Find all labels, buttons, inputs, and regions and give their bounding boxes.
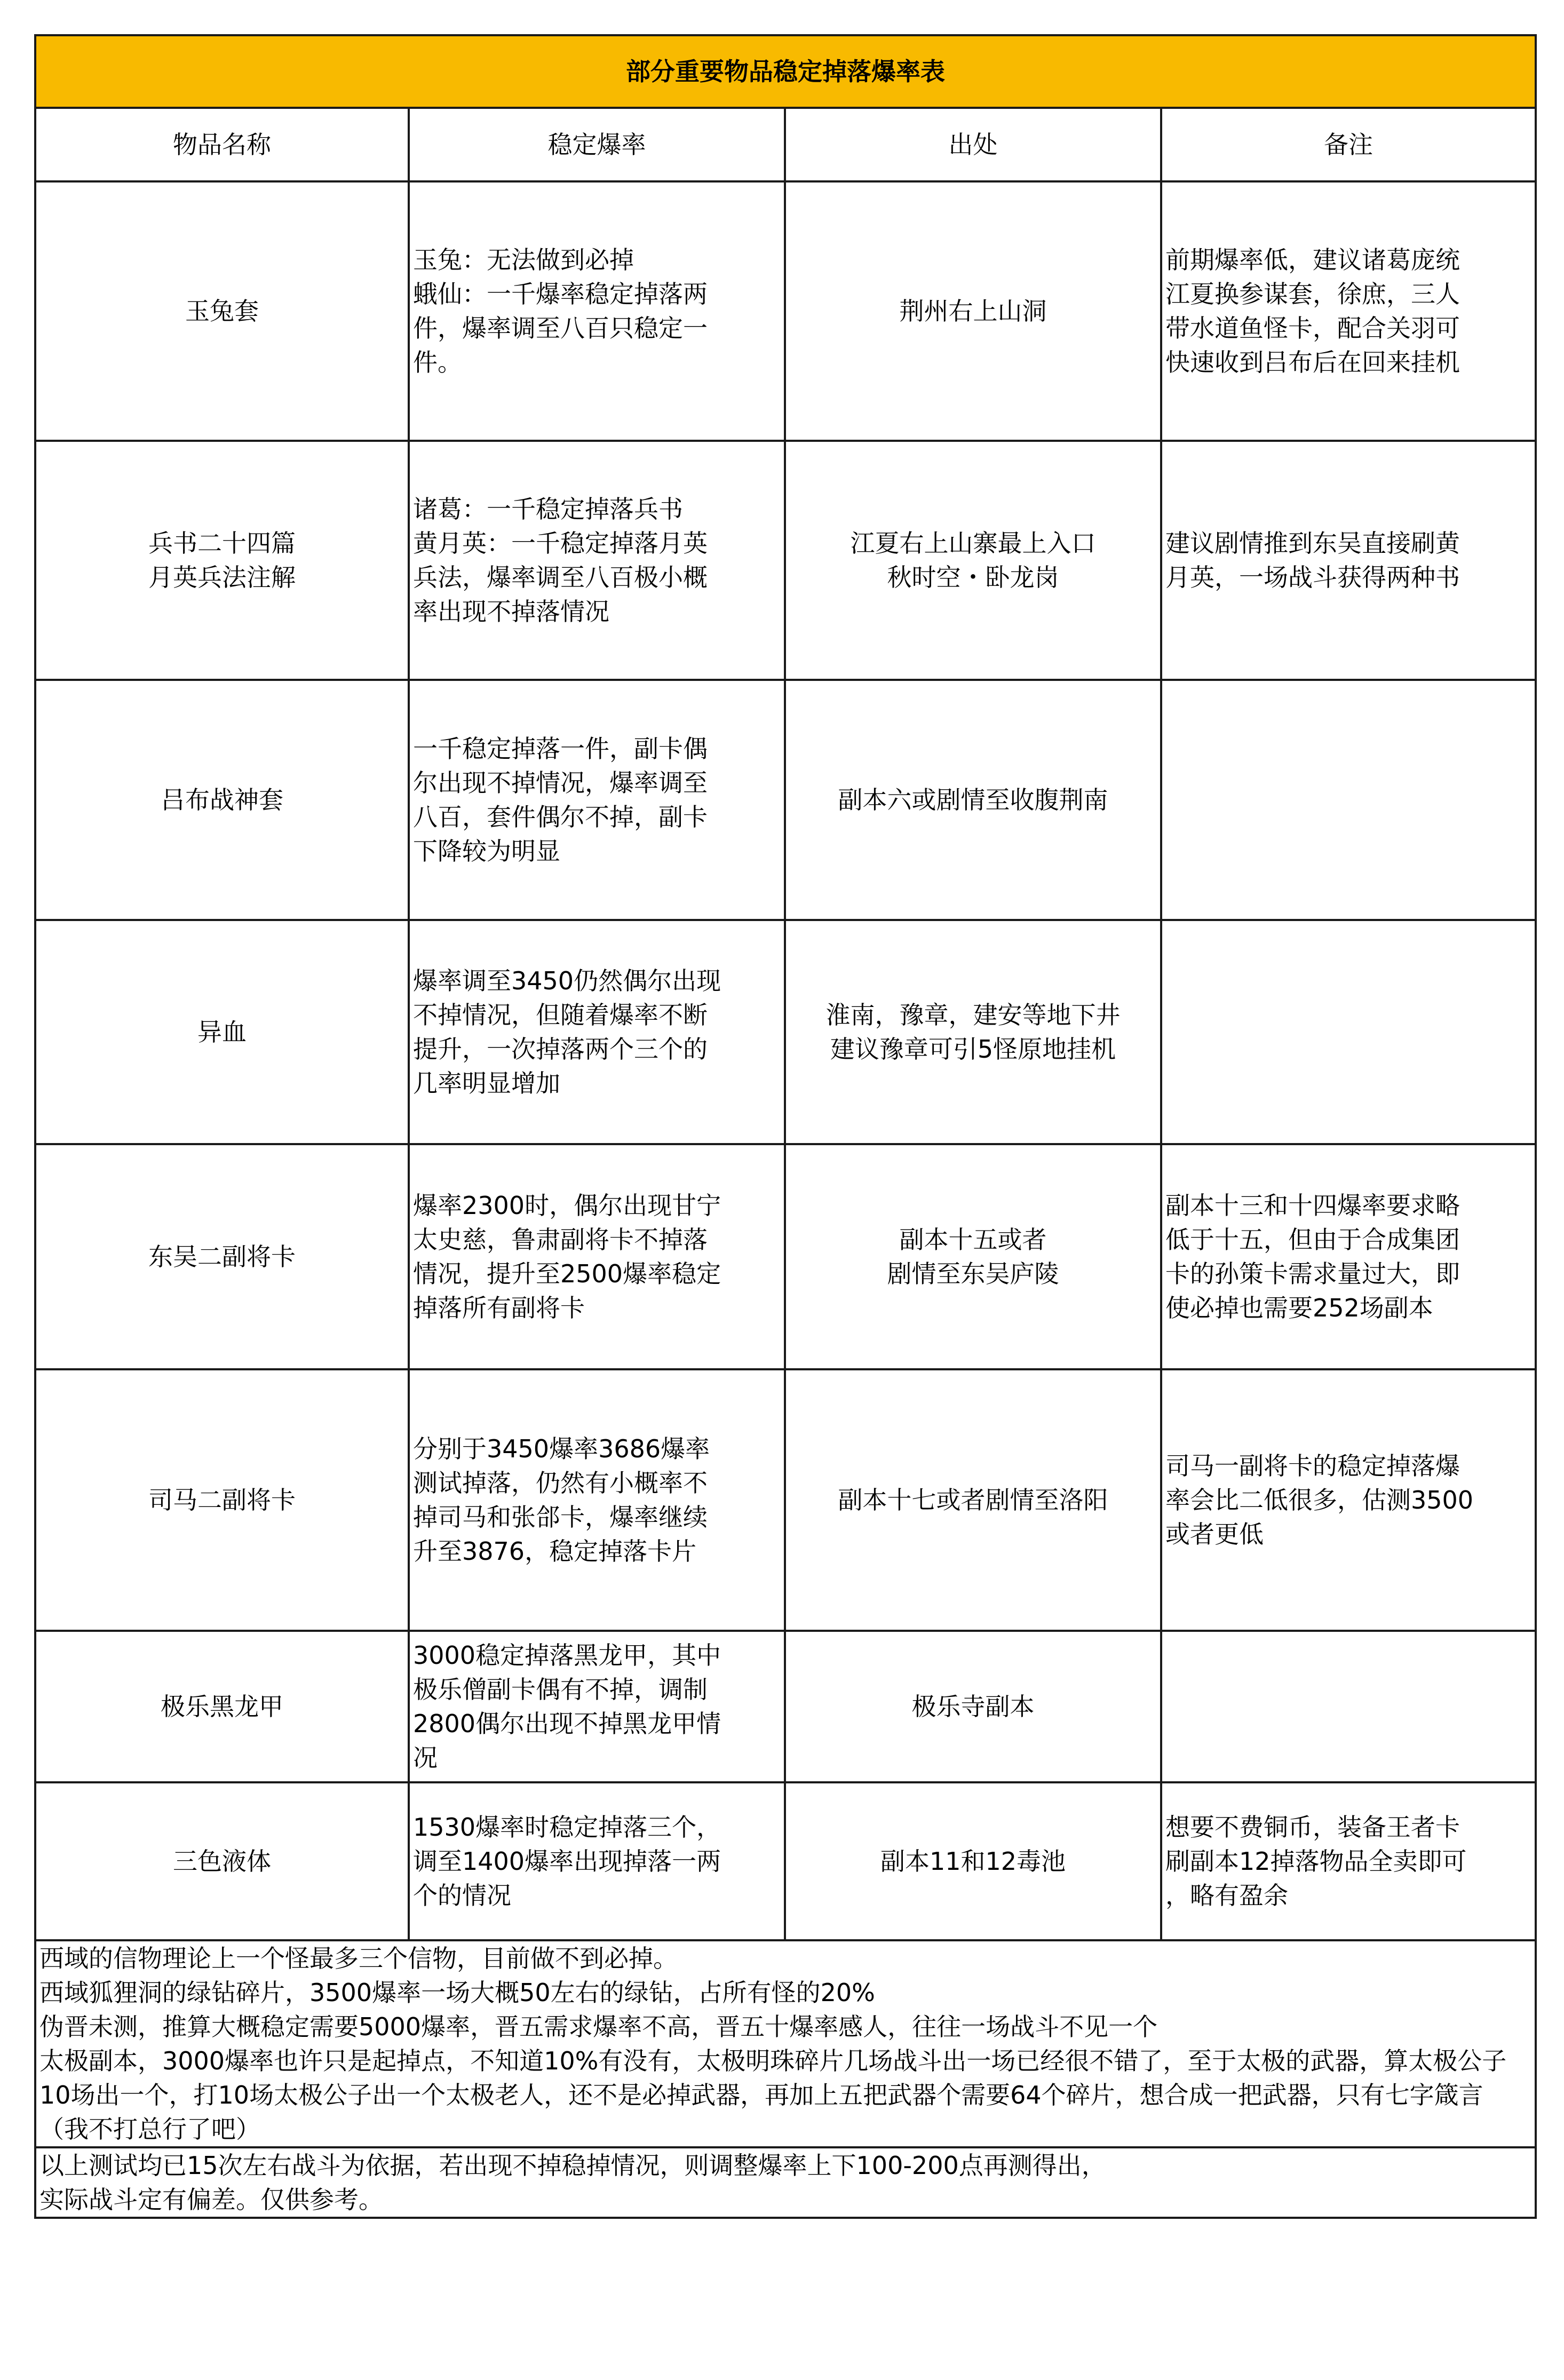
cell-line: 掉落所有副将卡 bbox=[413, 1294, 585, 1322]
item-name-cell[interactable] bbox=[35, 920, 409, 1144]
cell-line: ，略有盈余 bbox=[1165, 1881, 1288, 1910]
note-cell[interactable] bbox=[1161, 1144, 1536, 1369]
notes-cell[interactable] bbox=[35, 1940, 1536, 2147]
drop-rate-table bbox=[34, 34, 1537, 2219]
cell-line: 刷副本12掉落物品全卖即可 bbox=[1165, 1847, 1467, 1876]
stable-rate-cell[interactable] bbox=[409, 1631, 785, 1782]
stable-rate-cell[interactable] bbox=[409, 1144, 785, 1369]
note-line: 西域狐狸洞的绿钻碎片，3500爆率一场大概50左右的绿钻，占所有怪的20% bbox=[39, 1978, 875, 2007]
stable-rate-cell[interactable] bbox=[409, 680, 785, 920]
cell-line: 1530爆率时稳定掉落三个， bbox=[413, 1813, 721, 1842]
cell-line: 太史慈，鲁肃副将卡不掉落 bbox=[413, 1225, 708, 1254]
cell-line: 2800偶尔出现不掉黑龙甲情 bbox=[413, 1709, 721, 1738]
cell-line: 玉兔套 bbox=[185, 297, 259, 326]
notes-row bbox=[35, 1940, 1536, 2147]
header-note[interactable]: 备注 bbox=[1161, 108, 1536, 181]
cell-line: 黄月英：一千稳定掉落月英 bbox=[413, 529, 708, 558]
cell-line: 爆率2300时，偶尔出现甘宁 bbox=[413, 1191, 721, 1220]
cell-line: 兵书二十四篇 bbox=[148, 529, 296, 558]
cell-line: 提升，一次掉落两个三个的 bbox=[413, 1035, 708, 1064]
cell-line: 掉司马和张郃卡，爆率继续 bbox=[413, 1503, 708, 1532]
cell-line: 江夏右上山寨最上入口 bbox=[850, 529, 1096, 558]
cell-line: 个的情况 bbox=[413, 1881, 511, 1910]
item-name-cell[interactable] bbox=[35, 181, 409, 441]
item-name-cell[interactable] bbox=[35, 1369, 409, 1631]
item-name-cell[interactable] bbox=[35, 1782, 409, 1940]
title-row bbox=[35, 35, 1536, 108]
cell-line: 建议豫章可引5怪原地挂机 bbox=[830, 1035, 1116, 1064]
table-title[interactable]: 部分重要物品稳定掉落爆率表 bbox=[35, 35, 1536, 108]
cell-line: 测试掉落，仍然有小概率不 bbox=[413, 1469, 708, 1497]
cell-line: 月英，一场战斗获得两种书 bbox=[1165, 563, 1460, 592]
cell-line: 副本十三和十四爆率要求略 bbox=[1165, 1191, 1460, 1220]
cell-line: 月英兵法注解 bbox=[148, 563, 296, 592]
cell-line: 升至3876，稳定掉落卡片 bbox=[413, 1537, 697, 1566]
cell-line: 荆州右上山洞 bbox=[899, 297, 1047, 326]
item-name-cell[interactable] bbox=[35, 680, 409, 920]
cell-line: 爆率调至3450仍然偶尔出现 bbox=[413, 966, 721, 995]
cell-line: 三色液体 bbox=[173, 1847, 271, 1876]
header-stable-rate[interactable]: 稳定爆率 bbox=[409, 108, 785, 181]
note-cell[interactable] bbox=[1161, 1369, 1536, 1631]
stable-rate-cell[interactable] bbox=[409, 1369, 785, 1631]
cell-line: 件。 bbox=[413, 348, 462, 377]
cell-line: 不掉情况，但随着爆率不断 bbox=[413, 1001, 708, 1029]
cell-line: 或者更低 bbox=[1165, 1520, 1264, 1549]
stable-rate-cell[interactable] bbox=[409, 441, 785, 680]
footer-cell[interactable] bbox=[35, 2147, 1536, 2218]
header-row bbox=[35, 108, 1536, 181]
cell-line: 诸葛：一千稳定掉落兵书 bbox=[413, 495, 683, 523]
note-cell[interactable] bbox=[1161, 181, 1536, 441]
table-row bbox=[35, 1782, 1536, 1940]
cell-line: 建议剧情推到东吴直接刷黄 bbox=[1165, 529, 1460, 558]
item-name-cell[interactable] bbox=[35, 1144, 409, 1369]
cell-line: 异血 bbox=[197, 1018, 247, 1046]
stable-rate-cell[interactable] bbox=[409, 1782, 785, 1940]
cell-line: 江夏换参谋套，徐庶，三人 bbox=[1165, 280, 1460, 308]
stable-rate-cell[interactable] bbox=[409, 920, 785, 1144]
cell-line: 极乐寺副本 bbox=[911, 1692, 1035, 1721]
cell-line: 快速收到吕布后在回来挂机 bbox=[1165, 348, 1460, 377]
note-cell[interactable] bbox=[1161, 441, 1536, 680]
note-cell[interactable] bbox=[1161, 1782, 1536, 1940]
cell-line: 下降较为明显 bbox=[413, 837, 560, 866]
cell-line: 副本11和12毒池 bbox=[880, 1847, 1066, 1876]
cell-line: 剧情至东吴庐陵 bbox=[887, 1259, 1059, 1288]
table-row bbox=[35, 441, 1536, 680]
drop-rate-sheet bbox=[34, 34, 1535, 2219]
source-cell[interactable] bbox=[785, 441, 1161, 680]
header-source[interactable]: 出处 bbox=[785, 108, 1161, 181]
cell-line: 兵法，爆率调至八百极小概 bbox=[413, 563, 708, 592]
cell-line: 率出现不掉落情况 bbox=[413, 597, 609, 626]
cell-line: 使必掉也需要252场副本 bbox=[1165, 1294, 1433, 1322]
source-cell[interactable] bbox=[785, 1369, 1161, 1631]
item-name-cell[interactable] bbox=[35, 1631, 409, 1782]
header-item-name[interactable]: 物品名称 bbox=[35, 108, 409, 181]
source-cell[interactable] bbox=[785, 181, 1161, 441]
note-cell[interactable] bbox=[1161, 680, 1536, 920]
table-row bbox=[35, 920, 1536, 1144]
note-line: 西域的信物理论上一个怪最多三个信物，目前做不到必掉。 bbox=[39, 1944, 678, 1973]
cell-line: 副本十七或者剧情至洛阳 bbox=[838, 1486, 1108, 1514]
cell-line: 极乐黑龙甲 bbox=[161, 1692, 283, 1721]
cell-line: 玉兔：无法做到必掉 bbox=[413, 245, 634, 274]
cell-line: 副本十五或者 bbox=[899, 1225, 1047, 1254]
footer-line: 以上测试均已15次左右战斗为依据，若出现不掉稳掉情况，则调整爆率上下100-200点再测得出， bbox=[39, 2151, 1106, 2180]
cell-line: 几率明显增加 bbox=[413, 1069, 560, 1098]
cell-line: 情况，提升至2500爆率稳定 bbox=[413, 1259, 721, 1288]
table-row bbox=[35, 181, 1536, 441]
source-cell[interactable] bbox=[785, 680, 1161, 920]
cell-line: 东吴二副将卡 bbox=[148, 1242, 296, 1271]
stable-rate-cell[interactable] bbox=[409, 181, 785, 441]
note-line: 伪晋未测，推算大概稳定需要5000爆率，晋五需求爆率不高，晋五十爆率感人，往往一场战斗不见一个 bbox=[39, 2012, 1158, 2041]
footer-line: 实际战斗定有偏差。仅供参考。 bbox=[39, 2185, 383, 2214]
cell-line: 率会比二低很多，估测3500 bbox=[1165, 1486, 1474, 1514]
cell-line: 况 bbox=[413, 1743, 438, 1772]
cell-line: 卡的孙策卡需求量过大，即 bbox=[1165, 1259, 1460, 1288]
cell-line: 司马二副将卡 bbox=[148, 1486, 296, 1514]
cell-line: 3000稳定掉落黑龙甲，其中 bbox=[413, 1641, 721, 1670]
cell-line: 极乐僧副卡偶有不掉，调制 bbox=[413, 1675, 708, 1704]
cell-line: 淮南，豫章，建安等地下井 bbox=[825, 1001, 1121, 1029]
cell-line: 司马一副将卡的稳定掉落爆 bbox=[1165, 1451, 1460, 1480]
note-line: 太极副本，3000爆率也许只是起掉点，不知道10%有没有，太极明珠碎片几场战斗出一场已经很不错了，至于太极的武器，算太极公子10场出一个，打10场太极公子出一个太极老人，还不是必掉武器，再加上五把武器个需要64个碎片，想合成一把武器，只有七字箴言（我不打总行了吧） bbox=[39, 2046, 1507, 2144]
cell-line: 一千稳定掉落一件，副卡偶 bbox=[413, 734, 708, 763]
source-cell[interactable] bbox=[785, 920, 1161, 1144]
cell-line: 吕布战神套 bbox=[161, 786, 283, 814]
cell-line: 尔出现不掉情况，爆率调至 bbox=[413, 768, 708, 797]
source-cell[interactable] bbox=[785, 1782, 1161, 1940]
item-name-cell[interactable] bbox=[35, 441, 409, 680]
cell-line: 秋时空・卧龙岗 bbox=[887, 563, 1059, 592]
cell-line: 调至1400爆率出现掉落一两 bbox=[413, 1847, 721, 1876]
source-cell[interactable] bbox=[785, 1144, 1161, 1369]
table-row bbox=[35, 1144, 1536, 1369]
footer-row bbox=[35, 2147, 1536, 2218]
table-row bbox=[35, 1631, 1536, 1782]
note-cell[interactable] bbox=[1161, 1631, 1536, 1782]
cell-line: 件，爆率调至八百只稳定一 bbox=[413, 314, 708, 343]
source-cell[interactable] bbox=[785, 1631, 1161, 1782]
cell-line: 蛾仙：一千爆率稳定掉落两 bbox=[413, 280, 708, 308]
table-row bbox=[35, 1369, 1536, 1631]
table-body bbox=[35, 181, 1536, 1940]
cell-line: 前期爆率低，建议诸葛庞统 bbox=[1165, 245, 1460, 274]
note-cell[interactable] bbox=[1161, 920, 1536, 1144]
table-row bbox=[35, 680, 1536, 920]
cell-line: 低于十五，但由于合成集团 bbox=[1165, 1225, 1460, 1254]
cell-line: 带水道鱼怪卡，配合关羽可 bbox=[1165, 314, 1460, 343]
cell-line: 分别于3450爆率3686爆率 bbox=[413, 1434, 710, 1463]
cell-line: 副本六或剧情至收腹荆南 bbox=[838, 786, 1108, 814]
cell-line: 八百，套件偶尔不掉，副卡 bbox=[413, 803, 708, 831]
cell-line: 想要不费铜币，装备王者卡 bbox=[1165, 1813, 1460, 1842]
